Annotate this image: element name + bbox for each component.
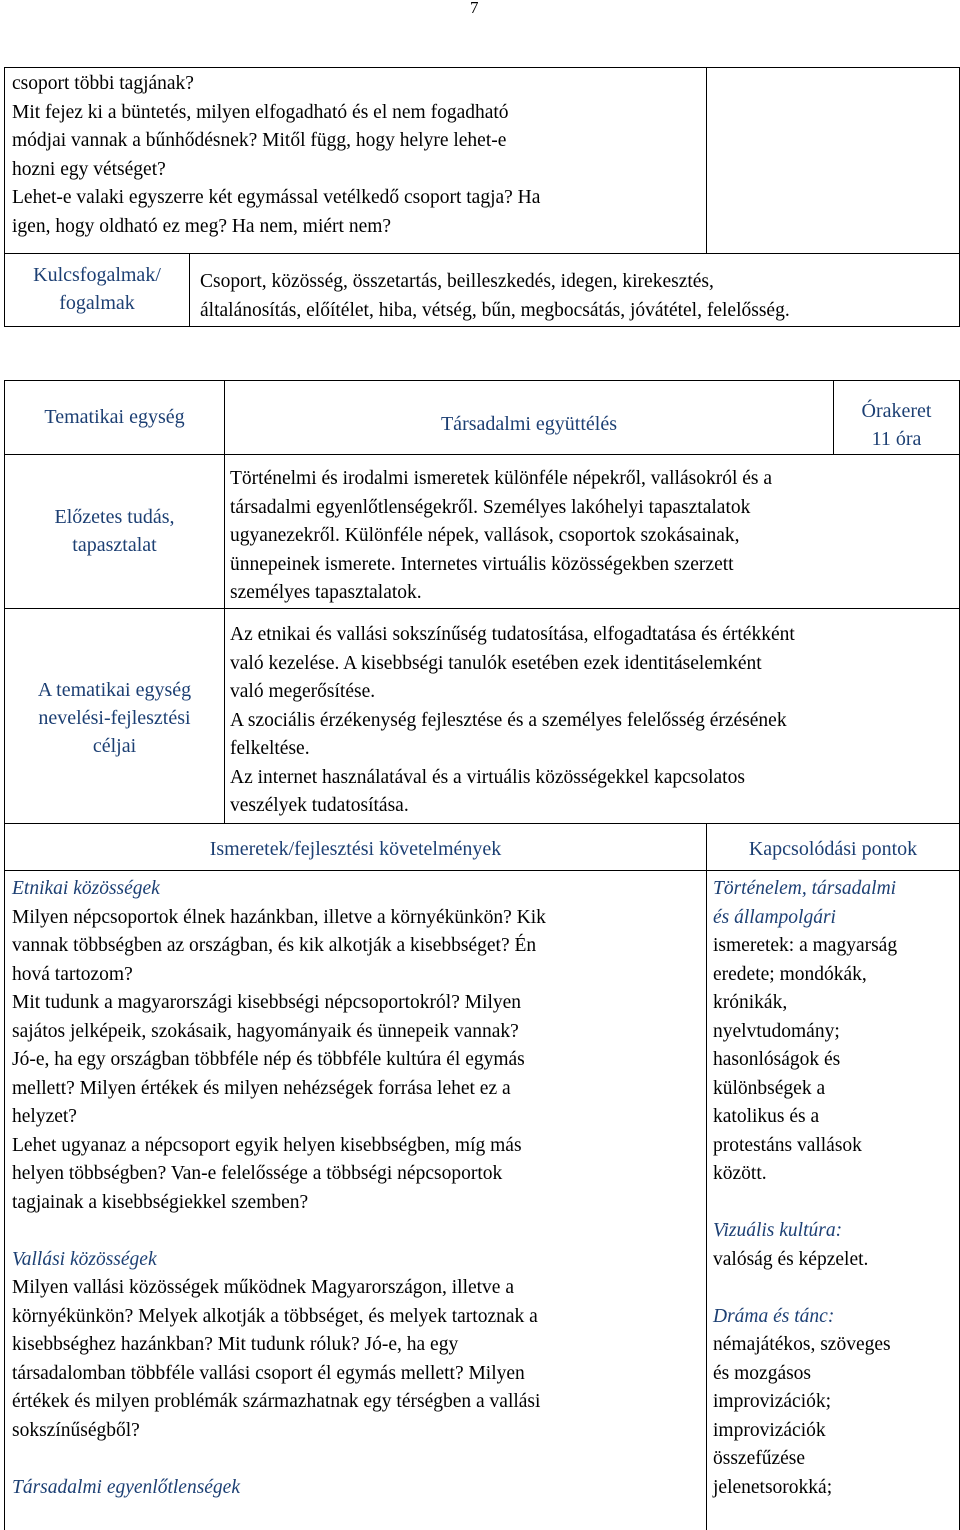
spacer: [713, 1189, 897, 1218]
links-header: Kapcsolódási pontok: [748, 838, 918, 860]
unit-title: Társadalmi együttélés: [440, 413, 618, 435]
page-number: 7: [470, 0, 479, 17]
hours-value: 11 óra: [871, 428, 922, 450]
continuation-line: módjai vannak a bűnhődésnek? Mitől függ, hogy helyre lehet-e: [12, 130, 507, 151]
requirements-text: Etnikai közösségek Milyen népcsoportok élnek hazánkban, illetve a környékünkön? Kik vannak többségben az országban, és kik alkotják a kisebbséget? Én hová tartozom? Mit tudunk a magyarországi kisebbségi népcsoportokról? Milyen sajátos jelképeik, szokásaik, hagyományaik és ünnepeik vannak? Jó-e, ha egy országban többféle nép és többféle kultúra él egymás mellett? Milyen értékek és milyen nehézségek forrása lehet ez a helyzet? Lehet ugyanaz a népcsoport egyik helyen kisebbségben, míg más helyen többségben? Van-e felelőssége a többségi népcsoportok tagjainak a kisebbségiekkel szemben? Vallási közösségek Milyen vallási közösségek működnek Magyarországon, illetve a környékünkön? Melyek alkotják a többséget, és melyek tartoznak a kisebbséghez hazánkban? Mit tudunk róluk? Jó-e, ha egy társadalomban többféle vallási csoport él egymás mellett? Milyen értékek és milyen problémák származhatnak egy térségben a vallási sokszínűségből? Társadalmi egyenlőtlenségek: [12, 875, 546, 1502]
spacer: [12, 1217, 546, 1246]
spacer: [713, 1274, 897, 1303]
continuation-line: hozni egy vétséget?: [12, 158, 166, 180]
continuation-right-cell: [706, 67, 960, 254]
prior-text: Történelmi és irodalmi ismeretek különféle népekről, vallásokról és a társadalmi egyenlőtlenségekről. Személyes lakóhelyi tapasztalatok ugyanezekről. Különféle népek, vallások, csoportok szokásainak, ünnepeinek ismerete. Internetes virtuális közösségekben szerzett személyes tapasztalatok.: [230, 468, 773, 603]
spacer: [12, 1445, 546, 1474]
continuation-text: [12, 70, 540, 241]
unit-label: Tematikai egység: [44, 406, 185, 428]
continuation-line: csoport többi tagjának?: [12, 73, 194, 94]
section-title: Etnikai közösségek: [12, 878, 160, 899]
key-concepts-text: Csoport, közösség, összetartás, beilleszkedés, idegen, kirekesztés, általánosítás, előítélet, hiba, vétség, bűn, megbocsátás, jóvátétel, felelősség.: [200, 271, 790, 321]
key-concepts-label: Kulcsfogalmak/ fogalmak: [33, 264, 161, 314]
continuation-line: igen, hogy oldható ez meg? Ha nem, miért nem?: [12, 215, 392, 237]
section-title: Vallási közösségek: [12, 1248, 157, 1270]
goals-text: Az etnikai és vallási sokszínűség tudatosítása, elfogadtatása és értékként való kezelése. A kisebbségi tanulók esetében ezek identitáselemként való megerősítése. A szociális érzékenység fejlesztése és a személyes felelősség érzésének felkeltése. Az internet használatával és a virtuális közösségekkel kapcsolatos veszélyek tudatosítása.: [230, 624, 795, 816]
prior-label: Előzetes tudás, tapasztalat: [54, 506, 175, 556]
continuation-line: Mit fejez ki a büntetés, milyen elfogadható és el nem fogadható: [12, 101, 509, 123]
hours-box: [833, 397, 960, 453]
section-title: Társadalmi egyenlőtlenségek: [12, 1476, 240, 1498]
links-text: Történelem, társadalmi és állampolgári ismeretek: a magyarság eredete; mondókák, krónikák, nyelvtudomány; hasonlóságok és különbségek a katolikus és a protestáns vallások között. Vizuális kultúra: valóság és képzelet. Dráma és tánc: némajátékos, szöveges és mozgásos improvizációk; improvizációk összefűzése jelenetsorokká;: [713, 878, 898, 1498]
goals-label: A tematikai egység nevelési-fejlesztési céljai: [37, 679, 192, 757]
continuation-line: Lehet-e valaki egyszerre két egymással vetélkedő csoport tagja? Ha: [12, 187, 541, 208]
req-header: Ismeretek/fejlesztési követelmények: [209, 838, 502, 860]
hours-label: Órakeret: [861, 400, 932, 422]
